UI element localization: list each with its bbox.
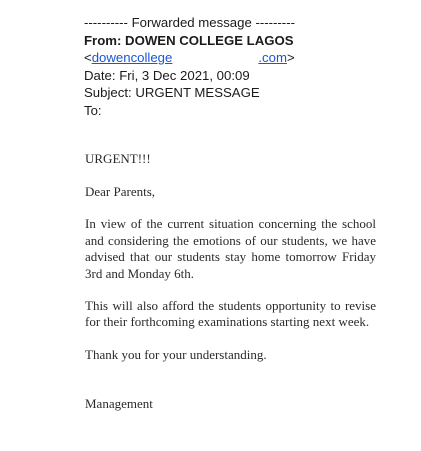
redacted-email-portion [172, 53, 258, 63]
subject-label: Subject: [84, 85, 132, 100]
signature: Management [85, 396, 153, 412]
date-line [84, 67, 384, 85]
urgent-heading: URGENT!!! [85, 151, 151, 166]
sender-email-link[interactable] [92, 50, 287, 65]
paragraph-1: In view of the current situation concerning the school and considering the emotions of our students, we have advised that our students stay home tomorrow Friday 3rd and Monday 6th. [85, 216, 376, 281]
subject-line [84, 84, 384, 102]
email-close-bracket: > [286, 50, 295, 65]
thanks-line: Thank you for your understanding. [85, 346, 267, 362]
date-value: Fri, 3 Dec 2021, 00:09 [119, 67, 250, 83]
email-open-bracket: < [84, 50, 92, 65]
to-line [84, 102, 384, 120]
forwarded-header [84, 14, 384, 119]
subject-value: URGENT MESSAGE [135, 85, 260, 100]
email-end: .com [258, 50, 287, 65]
sender-name: DOWEN COLLEGE LAGOS [125, 32, 294, 48]
forwarded-banner: ---------- Forwarded message --------- [84, 15, 295, 30]
sender-email-line [84, 49, 384, 67]
from-line [84, 32, 384, 50]
paragraph-2: This will also afford the students opportunity to revise for their forthcoming examinations starting next week. [85, 297, 376, 330]
from-label: From: [84, 32, 122, 48]
date-label: Date: [84, 67, 116, 83]
email-start: dowencollege [91, 50, 173, 65]
message-body [85, 151, 376, 413]
to-label: To: [84, 102, 102, 118]
greeting: Dear Parents, [85, 183, 156, 199]
